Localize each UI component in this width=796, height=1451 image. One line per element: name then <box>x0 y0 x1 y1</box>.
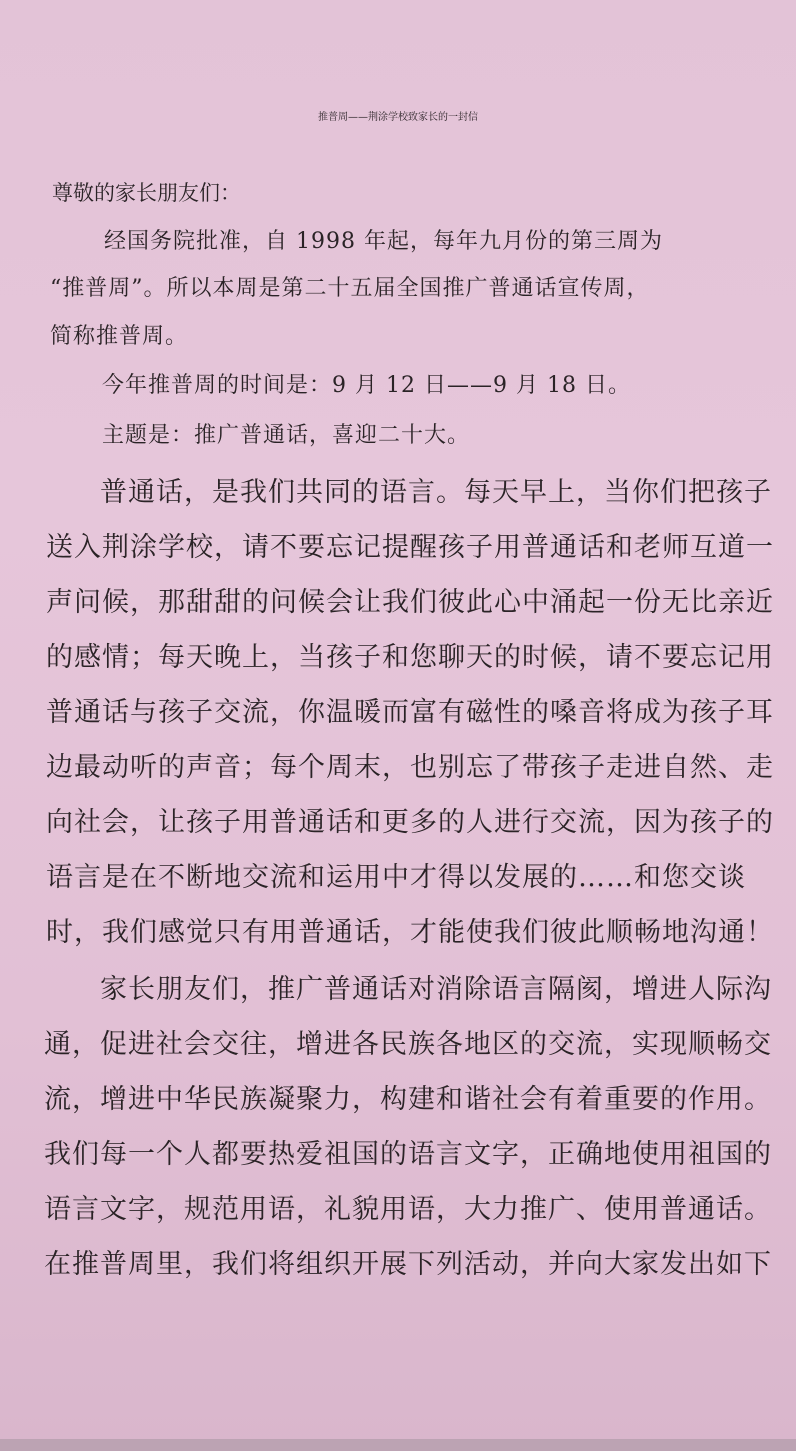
body-line-10: 普通话与孩子交流，你温暖而富有磁性的嗓音将成为孩子耳 <box>46 697 774 728</box>
body-line-20: 在推普周里，我们将组织开展下列活动，并向大家发出如下 <box>44 1249 772 1280</box>
body-line-12: 向社会，让孩子用普通话和更多的人进行交流，因为孩子的 <box>46 807 774 838</box>
body-line-7: 送入荆涂学校，请不要忘记提醒孩子用普通话和老师互道一 <box>46 532 774 563</box>
body-line-13: 语言是在不断地交流和运用中才得以发展的……和您交谈 <box>46 862 746 893</box>
body-line-4: 今年推普周的时间是：9 月 12 日——9 月 18 日。 <box>102 373 631 398</box>
body-line-3: 简称推普周。 <box>50 324 189 349</box>
body-line-18: 我们每一个人都要热爱祖国的语言文字，正确地使用祖国的 <box>44 1139 772 1170</box>
body-line-17: 流，增进中华民族凝聚力，构建和谐社会有着重要的作用。 <box>44 1084 772 1115</box>
body-line-15: 家长朋友们，推广普通话对消除语言隔阂，增进人际沟 <box>100 974 772 1005</box>
letter-greeting: 尊敬的家长朋友们： <box>52 181 241 205</box>
body-line-16: 通，促进社会交往，增进各民族各地区的交流，实现顺畅交 <box>44 1029 772 1060</box>
body-line-14: 时，我们感觉只有用普通话，才能使我们彼此顺畅地沟通！ <box>46 917 774 948</box>
body-line-19: 语言文字，规范用语，礼貌用语，大力推广、使用普通话。 <box>44 1194 772 1225</box>
body-line-6: 普通话，是我们共同的语言。每天早上，当你们把孩子 <box>100 477 772 508</box>
body-line-9: 的感情；每天晚上，当孩子和您聊天的时候，请不要忘记用 <box>46 642 774 673</box>
page-bottom-edge <box>0 1439 796 1451</box>
letter-title: 推普周——荆涂学校致家长的一封信 <box>318 112 478 123</box>
body-line-5: 主题是：推广普通话，喜迎二十大。 <box>102 423 471 448</box>
body-line-11: 边最动听的声音；每个周末，也别忘了带孩子走进自然、走 <box>46 752 774 783</box>
body-line-2: “推普周”。所以本周是第二十五届全国推广普通话宣传周， <box>50 276 650 301</box>
body-line-8: 声问候，那甜甜的问候会让我们彼此心中涌起一份无比亲近 <box>46 587 774 618</box>
body-line-1: 经国务院批准，自 1998 年起，每年九月份的第三周为 <box>104 229 663 254</box>
